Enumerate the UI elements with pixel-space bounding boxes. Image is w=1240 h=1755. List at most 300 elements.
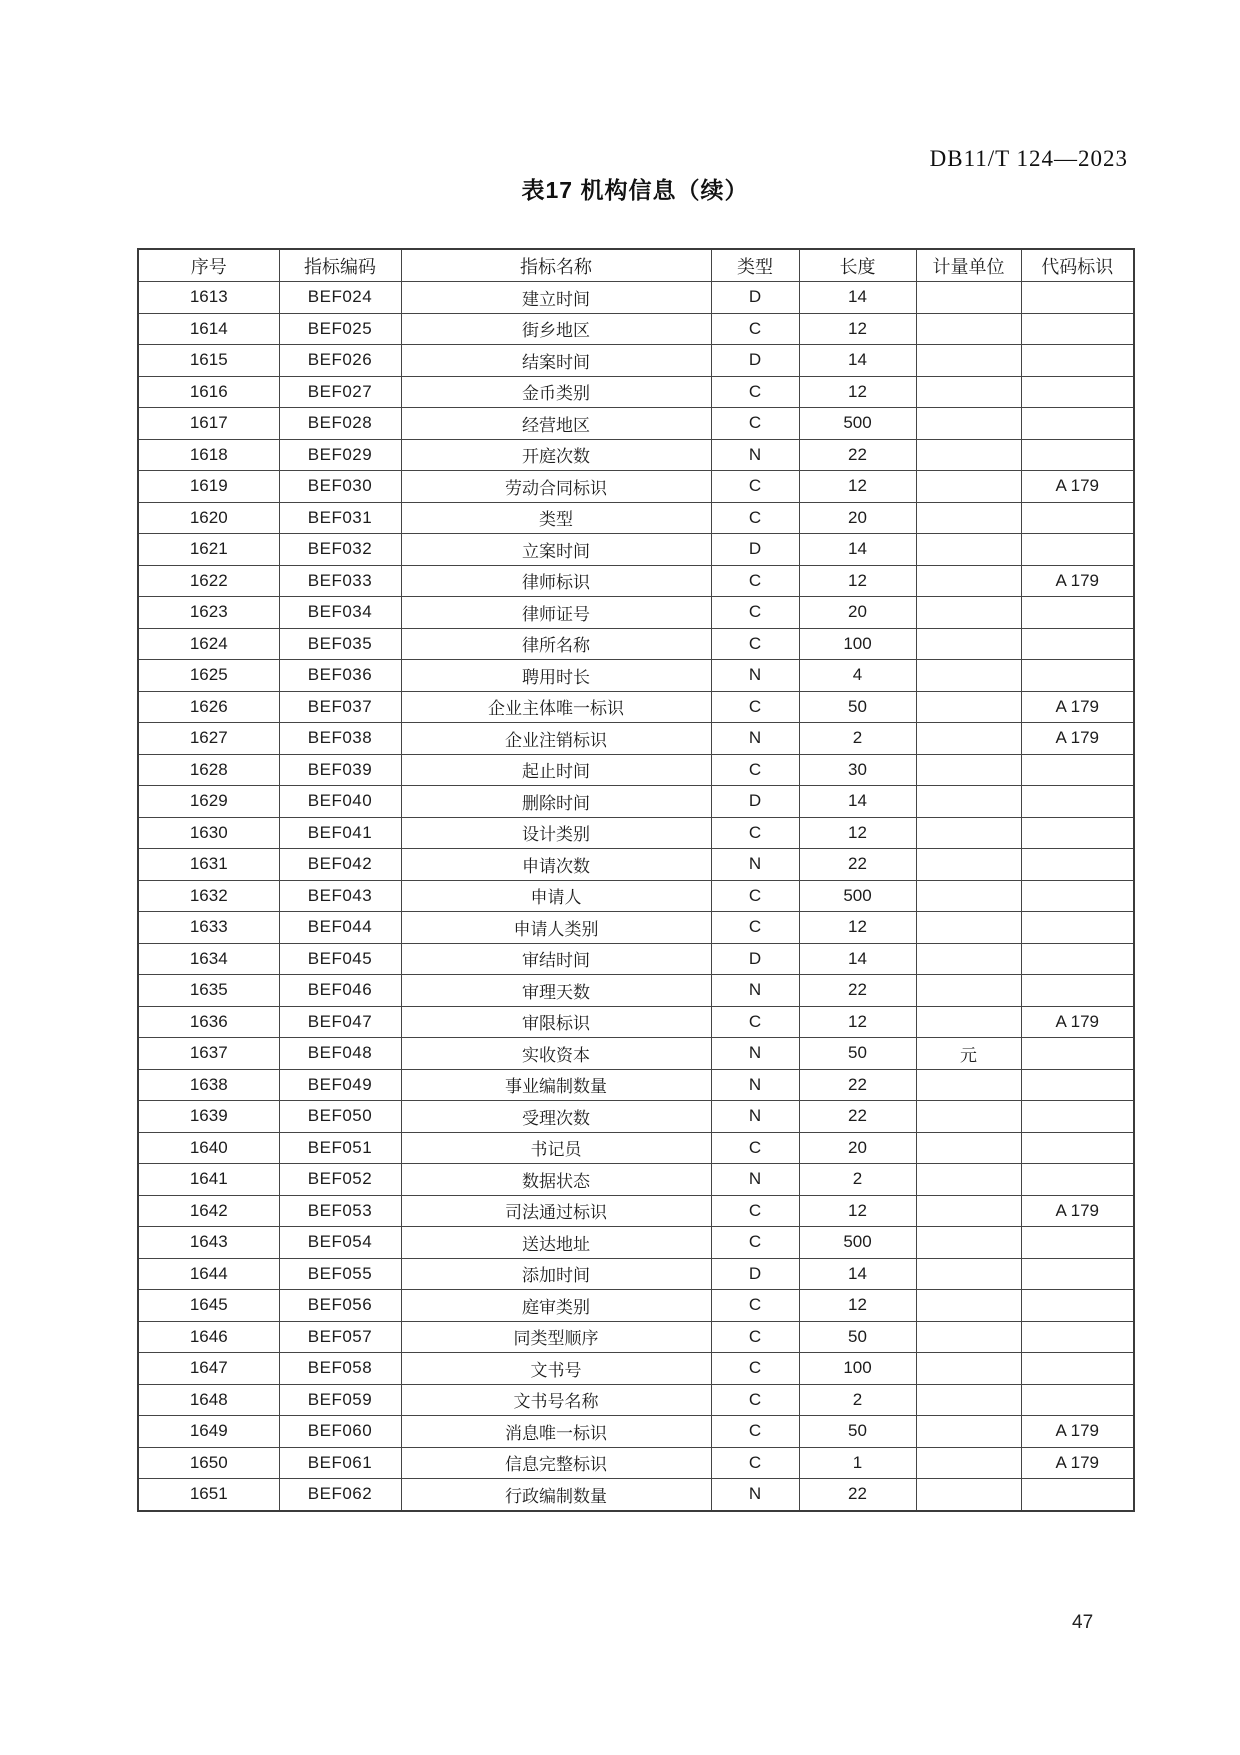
table-cell: BEF042 <box>279 849 401 881</box>
table-cell: 1638 <box>138 1069 279 1101</box>
table-cell: 信息完整标识 <box>401 1447 711 1479</box>
table-cell: C <box>711 1290 799 1322</box>
table-cell <box>1021 376 1134 408</box>
table-cell: 2 <box>799 1164 916 1196</box>
table-cell: 30 <box>799 754 916 786</box>
table-row <box>138 1353 1134 1385</box>
table-cell: 消息唯一标识 <box>401 1416 711 1448</box>
table-cell: A 179 <box>1021 471 1134 503</box>
table-cell: 500 <box>799 880 916 912</box>
table-cell: 立案时间 <box>401 534 711 566</box>
table-cell: 22 <box>799 1479 916 1511</box>
table-cell: BEF052 <box>279 1164 401 1196</box>
table-cell <box>916 1479 1021 1511</box>
table-cell <box>1021 912 1134 944</box>
table-row <box>138 345 1134 377</box>
table-cell <box>916 691 1021 723</box>
table-cell <box>1021 534 1134 566</box>
table-cell: BEF030 <box>279 471 401 503</box>
table-row <box>138 565 1134 597</box>
table-cell: BEF035 <box>279 628 401 660</box>
table-cell: 14 <box>799 282 916 314</box>
table-cell: D <box>711 282 799 314</box>
table-cell: D <box>711 534 799 566</box>
table-cell: 12 <box>799 376 916 408</box>
table-cell: BEF049 <box>279 1069 401 1101</box>
table-cell: 1639 <box>138 1101 279 1133</box>
table-cell <box>916 880 1021 912</box>
table-cell: C <box>711 691 799 723</box>
table-cell: 12 <box>799 912 916 944</box>
table-cell: C <box>711 754 799 786</box>
table-cell: C <box>711 628 799 660</box>
table-cell <box>916 754 1021 786</box>
table-cell: N <box>711 1101 799 1133</box>
table-cell: 12 <box>799 565 916 597</box>
table-cell: BEF040 <box>279 786 401 818</box>
table-cell: 类型 <box>401 502 711 534</box>
table-cell: BEF048 <box>279 1038 401 1070</box>
table-cell: 14 <box>799 786 916 818</box>
table-cell <box>1021 754 1134 786</box>
table-cell: 2 <box>799 1384 916 1416</box>
table-cell: BEF027 <box>279 376 401 408</box>
table-cell: 律师标识 <box>401 565 711 597</box>
column-header: 指标编码 <box>279 249 401 282</box>
table-cell: N <box>711 1038 799 1070</box>
table-row <box>138 786 1134 818</box>
table-cell: 1620 <box>138 502 279 534</box>
table-cell <box>916 1227 1021 1259</box>
table-row <box>138 471 1134 503</box>
table-cell: A 179 <box>1021 1006 1134 1038</box>
table-row <box>138 1290 1134 1322</box>
table-cell: 50 <box>799 1321 916 1353</box>
table-cell: C <box>711 408 799 440</box>
table-cell: A 179 <box>1021 691 1134 723</box>
table-cell: 4 <box>799 660 916 692</box>
table-cell <box>1021 1479 1134 1511</box>
table-cell: 结案时间 <box>401 345 711 377</box>
table-cell: 1623 <box>138 597 279 629</box>
table-cell: BEF028 <box>279 408 401 440</box>
table-cell: 起止时间 <box>401 754 711 786</box>
table-row <box>138 1195 1134 1227</box>
table-row <box>138 502 1134 534</box>
table-cell: C <box>711 880 799 912</box>
column-header: 类型 <box>711 249 799 282</box>
table-row <box>138 1227 1134 1259</box>
table-row <box>138 975 1134 1007</box>
table-cell: 企业注销标识 <box>401 723 711 755</box>
table-cell: 事业编制数量 <box>401 1069 711 1101</box>
table-cell <box>916 376 1021 408</box>
table-cell <box>916 912 1021 944</box>
table-cell: 50 <box>799 1416 916 1448</box>
table-cell <box>1021 345 1134 377</box>
table-row <box>138 1321 1134 1353</box>
table-cell: 庭审类别 <box>401 1290 711 1322</box>
table-cell <box>916 817 1021 849</box>
table-cell: C <box>711 313 799 345</box>
table-cell: 街乡地区 <box>401 313 711 345</box>
table-cell: 聘用时长 <box>401 660 711 692</box>
table-cell: BEF034 <box>279 597 401 629</box>
table-cell: D <box>711 1258 799 1290</box>
table-cell: N <box>711 975 799 1007</box>
table-cell: 劳动合同标识 <box>401 471 711 503</box>
table-cell <box>916 975 1021 1007</box>
table-cell: 1645 <box>138 1290 279 1322</box>
table-cell <box>916 849 1021 881</box>
table-cell <box>1021 1353 1134 1385</box>
table-row <box>138 1416 1134 1448</box>
table-cell: 1647 <box>138 1353 279 1385</box>
table-cell <box>1021 1384 1134 1416</box>
table-cell: N <box>711 1164 799 1196</box>
table-cell: 22 <box>799 439 916 471</box>
table-cell <box>916 1290 1021 1322</box>
table-cell: BEF026 <box>279 345 401 377</box>
table-cell: C <box>711 1447 799 1479</box>
table-row <box>138 408 1134 440</box>
table-cell: 1619 <box>138 471 279 503</box>
table-row <box>138 1101 1134 1133</box>
standard-doc-number: DB11/T 124—2023 <box>929 146 1128 171</box>
table-cell: 1 <box>799 1447 916 1479</box>
table-cell: 1614 <box>138 313 279 345</box>
table-cell: 1640 <box>138 1132 279 1164</box>
table-cell: C <box>711 1006 799 1038</box>
table-cell <box>916 943 1021 975</box>
table-cell: 12 <box>799 313 916 345</box>
table-cell <box>1021 1069 1134 1101</box>
table-row <box>138 1447 1134 1479</box>
table-row <box>138 1258 1134 1290</box>
table-cell: 1642 <box>138 1195 279 1227</box>
table-row <box>138 1164 1134 1196</box>
table-cell: BEF061 <box>279 1447 401 1479</box>
table-cell: 行政编制数量 <box>401 1479 711 1511</box>
table-cell: 1613 <box>138 282 279 314</box>
table-row <box>138 912 1134 944</box>
table-cell: BEF053 <box>279 1195 401 1227</box>
table-cell <box>916 1353 1021 1385</box>
table-cell: BEF039 <box>279 754 401 786</box>
table-cell: 1635 <box>138 975 279 1007</box>
table-cell: BEF054 <box>279 1227 401 1259</box>
table-cell: 1630 <box>138 817 279 849</box>
table-cell: BEF032 <box>279 534 401 566</box>
table-cell: 1636 <box>138 1006 279 1038</box>
table-cell: 12 <box>799 817 916 849</box>
table-cell: 司法通过标识 <box>401 1195 711 1227</box>
table-cell: 审结时间 <box>401 943 711 975</box>
table-cell: BEF060 <box>279 1416 401 1448</box>
table-cell: A 179 <box>1021 565 1134 597</box>
table-cell: 1616 <box>138 376 279 408</box>
table-cell <box>1021 786 1134 818</box>
table-cell: 建立时间 <box>401 282 711 314</box>
table-cell: D <box>711 345 799 377</box>
table-cell: BEF051 <box>279 1132 401 1164</box>
table-cell <box>916 723 1021 755</box>
table-cell: BEF062 <box>279 1479 401 1511</box>
table-cell: C <box>711 565 799 597</box>
table-cell <box>916 1132 1021 1164</box>
table-cell <box>916 471 1021 503</box>
table-cell: 1624 <box>138 628 279 660</box>
table-cell: 1641 <box>138 1164 279 1196</box>
table-cell: 12 <box>799 1006 916 1038</box>
table-cell: 22 <box>799 1101 916 1133</box>
table-cell: 20 <box>799 1132 916 1164</box>
table-cell: C <box>711 597 799 629</box>
table-cell <box>916 282 1021 314</box>
table-cell <box>916 1164 1021 1196</box>
table-cell: 企业主体唯一标识 <box>401 691 711 723</box>
table-cell: BEF025 <box>279 313 401 345</box>
table-cell: 实收资本 <box>401 1038 711 1070</box>
table-cell <box>916 439 1021 471</box>
table-cell: C <box>711 471 799 503</box>
table-cell <box>916 597 1021 629</box>
table-cell: 文书号 <box>401 1353 711 1385</box>
table-cell: 500 <box>799 408 916 440</box>
table-cell: 2 <box>799 723 916 755</box>
table-cell: 50 <box>799 1038 916 1070</box>
table-cell: 1644 <box>138 1258 279 1290</box>
table-cell <box>1021 502 1134 534</box>
table-cell: 金币类别 <box>401 376 711 408</box>
table-row <box>138 849 1134 881</box>
table-cell: 1629 <box>138 786 279 818</box>
table-cell: 12 <box>799 471 916 503</box>
table-cell: BEF037 <box>279 691 401 723</box>
table-cell: C <box>711 1353 799 1385</box>
table-cell: 20 <box>799 502 916 534</box>
table-cell <box>916 1101 1021 1133</box>
table-cell: 20 <box>799 597 916 629</box>
table-cell: 同类型顺序 <box>401 1321 711 1353</box>
table-cell <box>916 534 1021 566</box>
table-cell: 1628 <box>138 754 279 786</box>
table-cell: 100 <box>799 1353 916 1385</box>
table-cell: 设计类别 <box>401 817 711 849</box>
table-cell: BEF031 <box>279 502 401 534</box>
table-row <box>138 880 1134 912</box>
table-row <box>138 943 1134 975</box>
table-cell: 删除时间 <box>401 786 711 818</box>
table-cell: BEF050 <box>279 1101 401 1133</box>
table-cell: D <box>711 943 799 975</box>
table-cell: 1646 <box>138 1321 279 1353</box>
table-cell: N <box>711 723 799 755</box>
table-cell: 1625 <box>138 660 279 692</box>
table-cell: 律师证号 <box>401 597 711 629</box>
table-cell <box>1021 628 1134 660</box>
table-cell: 22 <box>799 849 916 881</box>
table-cell <box>916 1069 1021 1101</box>
table-cell <box>916 345 1021 377</box>
table-cell: N <box>711 439 799 471</box>
table-cell: 22 <box>799 975 916 1007</box>
table-cell: D <box>711 786 799 818</box>
table-cell: 1633 <box>138 912 279 944</box>
table-cell: BEF036 <box>279 660 401 692</box>
table-cell: 送达地址 <box>401 1227 711 1259</box>
table-cell: A 179 <box>1021 1416 1134 1448</box>
table-cell: C <box>711 912 799 944</box>
table-cell <box>1021 880 1134 912</box>
table-row <box>138 817 1134 849</box>
table-cell: C <box>711 1132 799 1164</box>
table-cell: 申请次数 <box>401 849 711 881</box>
table-cell: BEF056 <box>279 1290 401 1322</box>
table-cell: 12 <box>799 1195 916 1227</box>
table-cell <box>1021 1227 1134 1259</box>
table-row <box>138 1069 1134 1101</box>
column-header: 指标名称 <box>401 249 711 282</box>
table-cell <box>916 660 1021 692</box>
table-cell: C <box>711 1227 799 1259</box>
table-cell: 1643 <box>138 1227 279 1259</box>
table-cell: 1649 <box>138 1416 279 1448</box>
table-cell: 12 <box>799 1290 916 1322</box>
table-cell <box>1021 439 1134 471</box>
table-cell: BEF045 <box>279 943 401 975</box>
table-cell: N <box>711 1479 799 1511</box>
table-cell: 申请人类别 <box>401 912 711 944</box>
table-cell: BEF033 <box>279 565 401 597</box>
table-cell <box>1021 1321 1134 1353</box>
table-cell: C <box>711 1321 799 1353</box>
table-head <box>138 249 1134 282</box>
table-cell: 1648 <box>138 1384 279 1416</box>
column-header: 代码标识 <box>1021 249 1134 282</box>
table-cell: C <box>711 1416 799 1448</box>
table-row <box>138 1132 1134 1164</box>
table-row <box>138 534 1134 566</box>
column-header: 序号 <box>138 249 279 282</box>
column-header: 计量单位 <box>916 249 1021 282</box>
table-row <box>138 1384 1134 1416</box>
table-cell: BEF057 <box>279 1321 401 1353</box>
table-cell: 经营地区 <box>401 408 711 440</box>
table-row <box>138 282 1134 314</box>
table-cell: C <box>711 376 799 408</box>
table-cell <box>1021 282 1134 314</box>
table-cell <box>1021 1101 1134 1133</box>
table-cell <box>916 1195 1021 1227</box>
table-cell <box>1021 1164 1134 1196</box>
table-cell: 1622 <box>138 565 279 597</box>
table-cell: 1615 <box>138 345 279 377</box>
table-cell <box>916 408 1021 440</box>
table-cell <box>916 628 1021 660</box>
table-cell <box>916 313 1021 345</box>
table-cell: N <box>711 849 799 881</box>
table-cell: C <box>711 1195 799 1227</box>
table-cell: 1632 <box>138 880 279 912</box>
table-row <box>138 691 1134 723</box>
table-row <box>138 723 1134 755</box>
table-cell: 元 <box>916 1038 1021 1070</box>
table-cell: 1617 <box>138 408 279 440</box>
table-cell <box>1021 313 1134 345</box>
table-cell: 50 <box>799 691 916 723</box>
table-row <box>138 1479 1134 1511</box>
table-cell: BEF047 <box>279 1006 401 1038</box>
table-cell <box>916 1006 1021 1038</box>
table-cell: BEF046 <box>279 975 401 1007</box>
table-row <box>138 628 1134 660</box>
table-cell <box>1021 817 1134 849</box>
table-cell <box>1021 1132 1134 1164</box>
indicator-table <box>137 248 1135 1512</box>
table-row <box>138 1038 1134 1070</box>
table-cell: 审限标识 <box>401 1006 711 1038</box>
table-row <box>138 660 1134 692</box>
table-cell: 100 <box>799 628 916 660</box>
table-cell <box>916 786 1021 818</box>
table-cell: 14 <box>799 1258 916 1290</box>
table-header-row <box>138 249 1134 282</box>
table-cell: 申请人 <box>401 880 711 912</box>
table-cell: C <box>711 1384 799 1416</box>
table-cell: 1621 <box>138 534 279 566</box>
table-cell: 添加时间 <box>401 1258 711 1290</box>
table-cell: 开庭次数 <box>401 439 711 471</box>
table-row <box>138 1006 1134 1038</box>
table-cell <box>916 1447 1021 1479</box>
table-cell <box>1021 943 1134 975</box>
table-row <box>138 313 1134 345</box>
table-cell: 受理次数 <box>401 1101 711 1133</box>
column-header: 长度 <box>799 249 916 282</box>
table-cell: 文书号名称 <box>401 1384 711 1416</box>
table-cell <box>1021 849 1134 881</box>
table-cell <box>1021 408 1134 440</box>
page-number: 47 <box>1072 1612 1094 1633</box>
table-cell: A 179 <box>1021 723 1134 755</box>
table-cell <box>916 1416 1021 1448</box>
table-cell <box>916 1258 1021 1290</box>
table-row <box>138 376 1134 408</box>
table-cell: BEF055 <box>279 1258 401 1290</box>
table-cell: 1637 <box>138 1038 279 1070</box>
table-cell <box>1021 975 1134 1007</box>
table-cell: BEF038 <box>279 723 401 755</box>
table-cell: N <box>711 660 799 692</box>
table-cell: BEF029 <box>279 439 401 471</box>
table-cell: A 179 <box>1021 1447 1134 1479</box>
table-cell: 1634 <box>138 943 279 975</box>
table-cell: 1618 <box>138 439 279 471</box>
table-cell <box>1021 597 1134 629</box>
table-cell: 1631 <box>138 849 279 881</box>
table-cell: 审理天数 <box>401 975 711 1007</box>
table-cell <box>916 502 1021 534</box>
table-row <box>138 597 1134 629</box>
table-cell: C <box>711 502 799 534</box>
table-cell: 14 <box>799 943 916 975</box>
table-cell: 书记员 <box>401 1132 711 1164</box>
table-cell: C <box>711 817 799 849</box>
table-cell: BEF041 <box>279 817 401 849</box>
table-cell <box>1021 1258 1134 1290</box>
table-cell: A 179 <box>1021 1195 1134 1227</box>
